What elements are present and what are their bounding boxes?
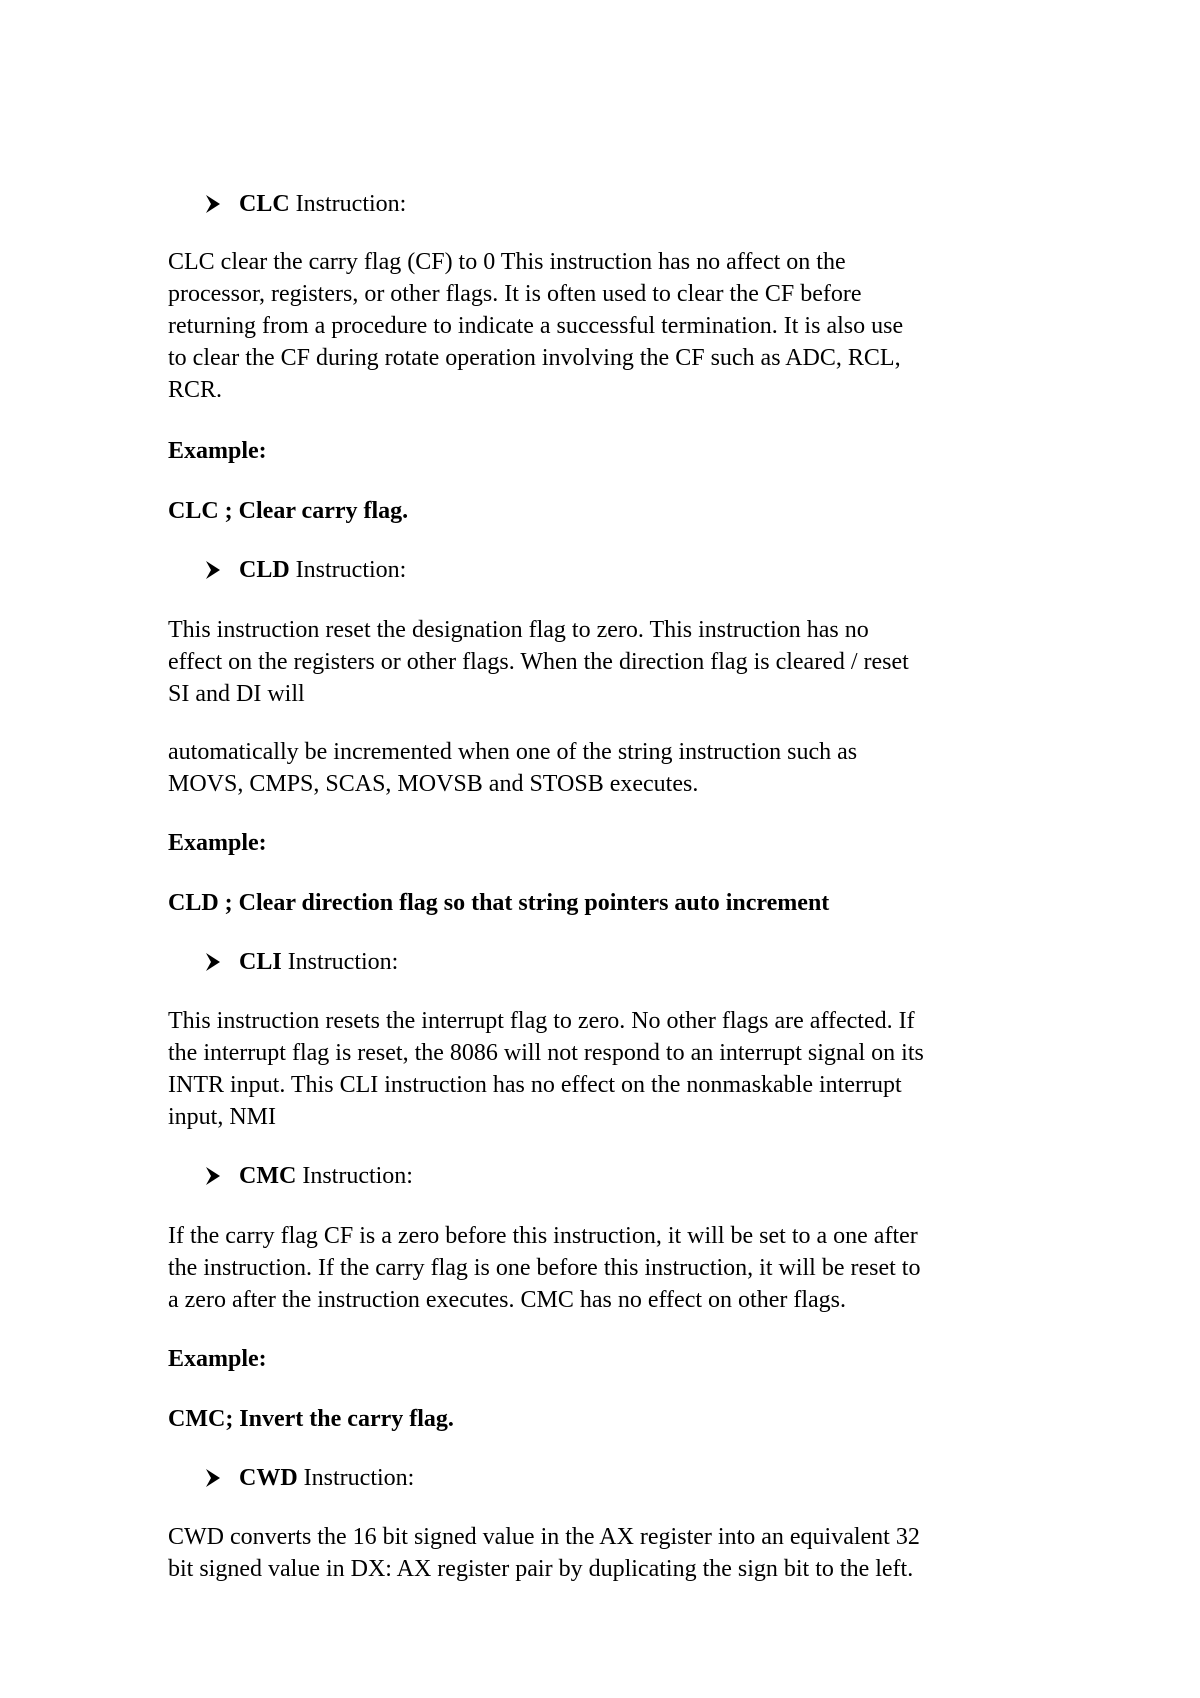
heading-suffix: Instruction: [289,191,407,217]
example-label: Example: [168,438,267,464]
body-line: to clear the CF during rotate operation involving the CF such as ADC, RCL, [168,345,901,371]
heading-keyword: CLC [239,191,290,217]
body-line: CWD converts the 16 bit signed value in the AX register into an equivalent 32 [168,1524,920,1550]
body-line: input, NMI [168,1104,276,1130]
section-heading-cwd [205,1462,414,1494]
body-line: This instruction reset the designation flag to zero. This instruction has no [168,617,869,643]
body-line: returning from a procedure to indicate a successful termination. It is also use [168,313,904,339]
section-heading-cmc [205,1160,413,1192]
arrow-bullet-icon [205,1166,221,1186]
arrow-bullet-icon [205,1468,221,1488]
example-label: Example: [168,1346,267,1372]
body-line: the instruction. If the carry flag is one before this instruction, it will be reset to [168,1255,921,1281]
heading-keyword: CLD [239,557,290,583]
heading-suffix: Instruction: [296,1163,413,1189]
arrow-bullet-icon [205,560,221,580]
body-line: INTR input. This CLI instruction has no effect on the nonmaskable interrupt [168,1072,902,1098]
body-line: automatically be incremented when one of the string instruction such as [168,739,858,765]
heading-suffix: Instruction: [281,949,399,975]
body-line: CLC clear the carry flag (CF) to 0 This instruction has no affect on the [168,249,846,275]
heading-suffix: Instruction: [289,557,407,583]
body-line: MOVS, CMPS, SCAS, MOVSB and STOSB executes. [168,771,699,797]
body-line: RCR. [168,377,223,403]
body-line: SI and DI will [168,681,305,707]
example-code: CMC; Invert the carry flag. [168,1406,454,1432]
body-line: If the carry flag CF is a zero before this instruction, it will be set to a one after [168,1223,918,1249]
body-line: This instruction resets the interrupt flag to zero. No other flags are affected. If [168,1008,915,1034]
heading-keyword: CWD [239,1465,298,1491]
arrow-bullet-icon [205,952,221,972]
section-heading-clc [205,188,406,220]
body-line: bit signed value in DX: AX register pair by duplicating the sign bit to the left. [168,1556,914,1582]
heading-keyword: CLI [239,949,282,975]
arrow-bullet-icon [205,194,221,214]
body-line: the interrupt flag is reset, the 8086 will not respond to an interrupt signal on its [168,1040,924,1066]
body-line: effect on the registers or other flags. When the direction flag is cleared / reset [168,649,909,675]
example-label: Example: [168,830,267,856]
body-line: a zero after the instruction executes. CMC has no effect on other flags. [168,1287,846,1313]
heading-keyword: CMC [239,1163,297,1189]
example-code: CLD ; Clear direction flag so that string pointers auto increment [168,890,830,916]
example-code: CLC ; Clear carry flag. [168,498,409,524]
heading-suffix: Instruction: [297,1465,415,1491]
section-heading-cld [205,554,406,586]
body-line: processor, registers, or other flags. It is often used to clear the CF before [168,281,862,307]
section-heading-cli [205,946,398,978]
